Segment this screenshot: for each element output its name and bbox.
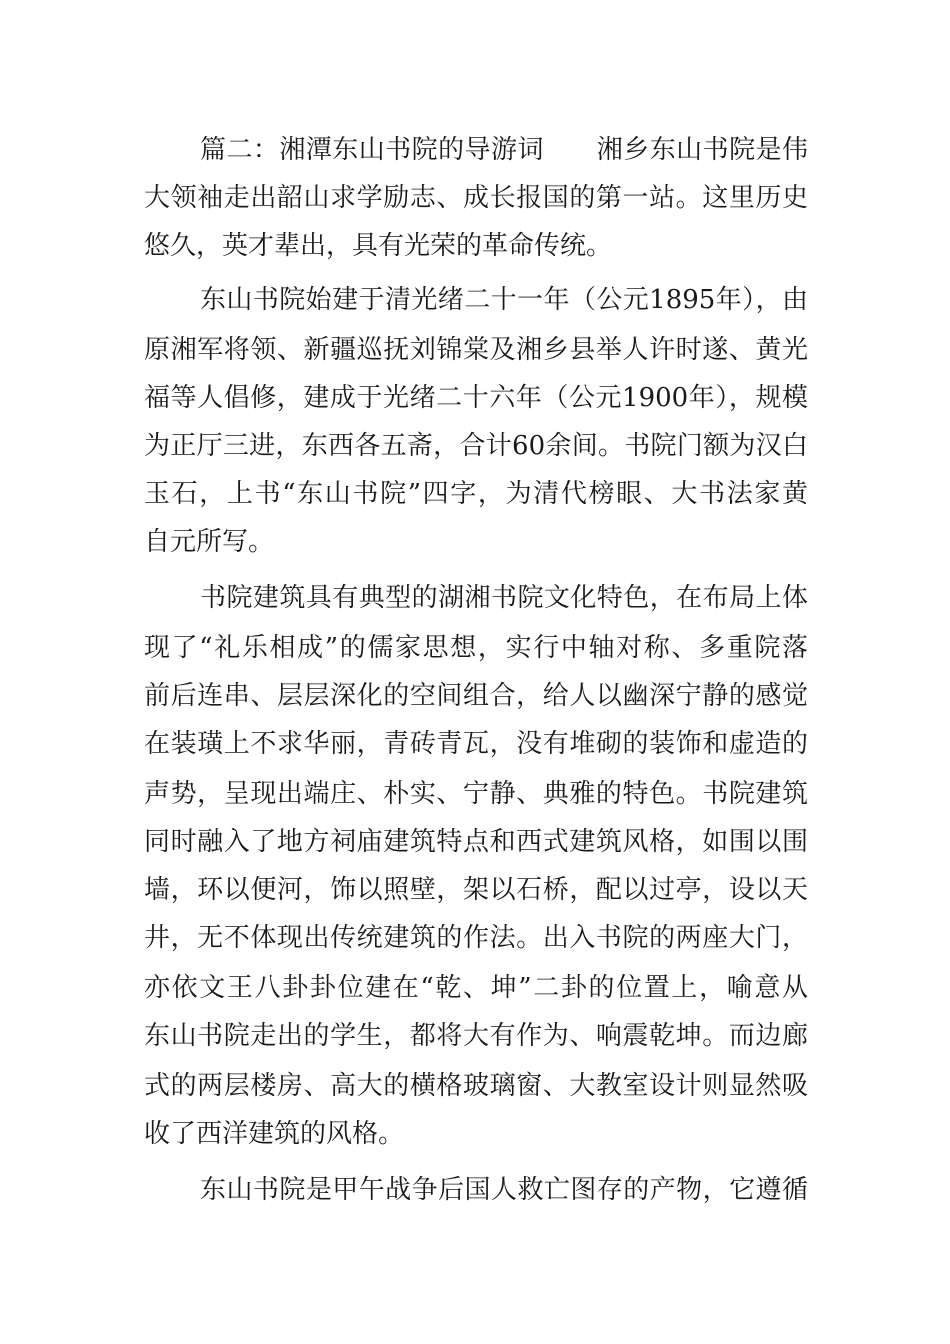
paragraph-1-line-3: 悠久，英才辈出，具有光荣的革命传统。 (144, 231, 613, 261)
paragraph-2-line-4: 为正厅三进，东西各五斋，合计60余间。书院门额为汉白 (144, 431, 808, 461)
paragraph-4-line-1: 东山书院是甲午战争后国人救亡图存的产物，它遵循 (200, 1175, 808, 1205)
paragraph-2-line-3: 福等人倡修，建成于光绪二十六年（公元1900年），规模 (144, 383, 808, 413)
paragraph-3-line-7: 墙，环以便河，饰以照壁，架以石桥，配以过亭，设以天 (144, 875, 808, 905)
paragraph-3-line-3: 前后连串、层层深化的空间组合，给人以幽深宁静的感觉 (144, 681, 808, 711)
paragraph-3-line-1: 书院建筑具有典型的湖湘书院文化特色，在布局上体 (200, 583, 808, 613)
paragraph-3-line-6: 同时融入了地方祠庙建筑特点和西式建筑风格，如围以围 (144, 827, 808, 857)
paragraph-3-line-10: 东山书院走出的学生，都将大有作为、响震乾坤。而边廊 (144, 1021, 808, 1051)
paragraph-3-line-5: 声势，呈现出端庄、朴实、宁静、典雅的特色。书院建筑 (144, 779, 808, 809)
paragraph-3-line-11: 式的两层楼房、高大的横格玻璃窗、大教室设计则显然吸 (144, 1071, 808, 1101)
paragraph-3-line-8: 井，无不体现出传统建筑的作法。出入书院的两座大门， (144, 923, 808, 953)
paragraph-3-line-12: 收了西洋建筑的风格。 (144, 1119, 405, 1149)
paragraph-2-line-2: 原湘军将领、新疆巡抚刘锦棠及湘乡县举人许时遂、黄光 (144, 335, 808, 365)
paragraph-1-line-1: 篇二：湘潭东山书院的导游词 湘乡东山书院是伟 (200, 135, 808, 165)
paragraph-2-line-6: 自元所写。 (144, 527, 275, 557)
paragraph-2-line-1: 东山书院始建于清光绪二十一年（公元1895年），由 (200, 285, 808, 315)
paragraph-2-line-5: 玉石，上书“东山书院”四字，为清代榜眼、大书法家黄 (144, 479, 808, 509)
paragraph-3-line-4: 在装璜上不求华丽，青砖青瓦，没有堆砌的装饰和虚造的 (144, 729, 808, 759)
paragraph-3-line-9: 亦依文王八卦卦位建在“乾、坤”二卦的位置上，喻意从 (144, 973, 808, 1003)
paragraph-3-line-2: 现了“礼乐相成”的儒家思想，实行中轴对称、多重院落 (144, 633, 808, 663)
paragraph-1-line-2: 大领袖走出韶山求学励志、成长报国的第一站。这里历史 (144, 183, 808, 213)
